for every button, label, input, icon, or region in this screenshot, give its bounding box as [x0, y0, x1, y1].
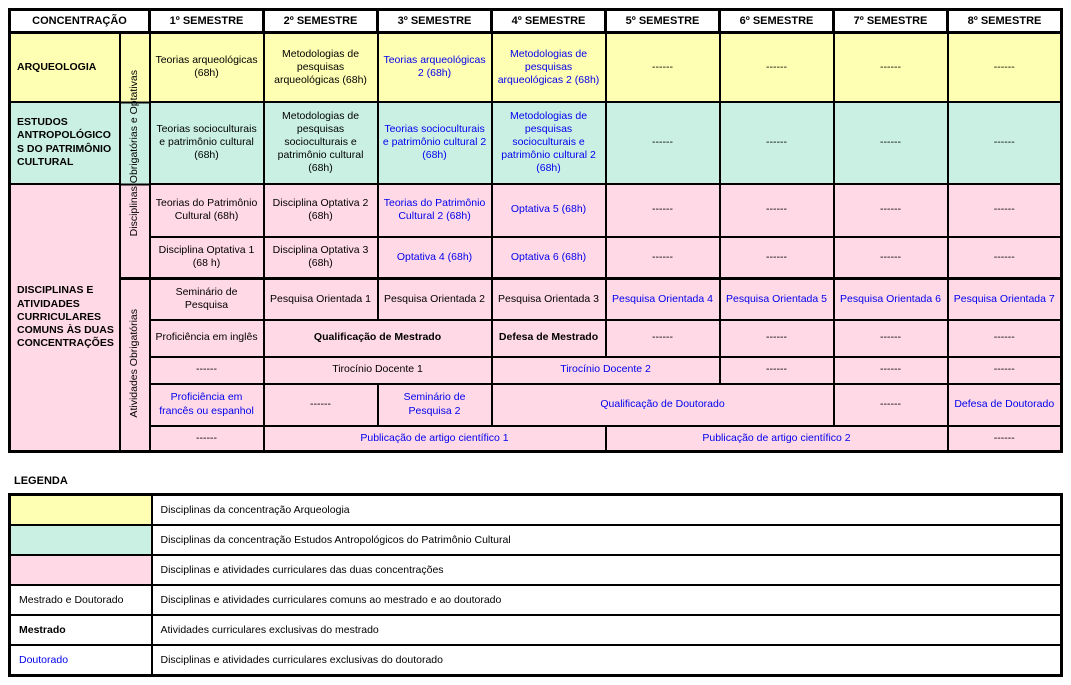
schedule-cell: Metodologias de pesquisas socioculturais e patrimônio cultural (68h) [264, 102, 378, 184]
schedule-cell: ------ [834, 33, 948, 102]
semester-header: 5º SEMESTRE [606, 10, 720, 33]
schedule-cell: Teorias socioculturais e patrimônio cultural (68h) [150, 102, 264, 184]
schedule-cell: ------ [720, 320, 834, 357]
semester-header: 8º SEMESTRE [948, 10, 1062, 33]
schedule-cell: ------ [606, 33, 720, 102]
schedule-cell: ------ [948, 102, 1062, 184]
schedule-row [10, 184, 1062, 237]
concentration-row-label: DISCIPLINAS E ATIVIDADES CURRICULARES COMUNS ÀS DUAS CONCENTRAÇÕES [10, 184, 120, 452]
schedule-cell: ------ [606, 237, 720, 279]
schedule-cell: Pesquisa Orientada 2 [378, 279, 492, 320]
schedule-cell: ------ [150, 426, 264, 452]
legend-label: Mestrado e Doutorado [10, 585, 152, 615]
schedule-cell: Pesquisa Orientada 7 [948, 279, 1062, 320]
schedule-cell: Optativa 6 (68h) [492, 237, 606, 279]
schedule-cell: Disciplina Optativa 1 (68 h) [150, 237, 264, 279]
schedule-cell: Teorias arqueológicas 2 (68h) [378, 33, 492, 102]
schedule-cell: Teorias do Patrimônio Cultural 2 (68h) [378, 184, 492, 237]
schedule-cell: Metodologias de pesquisas arqueológicas (68h) [264, 33, 378, 102]
schedule-cell: Pesquisa Orientada 6 [834, 279, 948, 320]
legend-desc: Disciplinas da concentração Estudos Antropológicos do Patrimônio Cultural [152, 525, 1062, 555]
schedule-cell: Teorias socioculturais e patrimônio cultural 2 (68h) [378, 102, 492, 184]
schedule-cell: ------ [834, 237, 948, 279]
schedule-cell: Optativa 4 (68h) [378, 237, 492, 279]
schedule-cell: Teorias do Patrimônio Cultural (68h) [150, 184, 264, 237]
schedule-row [10, 384, 1062, 426]
schedule-cell: ------ [948, 320, 1062, 357]
legend-desc: Disciplinas da concentração Arqueologia [152, 495, 1062, 526]
schedule-cell: ------ [834, 102, 948, 184]
schedule-cell: Pesquisa Orientada 5 [720, 279, 834, 320]
legend-swatch-yellow [10, 495, 152, 526]
legend-row [10, 585, 1062, 615]
schedule-cell: Pesquisa Orientada 1 [264, 279, 378, 320]
schedule-cell: Teorias arqueológicas (68h) [150, 33, 264, 102]
semester-header: 4º SEMESTRE [492, 10, 606, 33]
schedule-cell: ------ [150, 357, 264, 384]
schedule-cell: Disciplina Optativa 3 (68h) [264, 237, 378, 279]
schedule-cell: Proficiência em inglês [150, 320, 264, 357]
legend-label: Mestrado [10, 615, 152, 645]
legend-row [10, 555, 1062, 585]
schedule-row [10, 357, 1062, 384]
semester-header: 1º SEMESTRE [150, 10, 264, 33]
schedule-cell: ------ [834, 357, 948, 384]
schedule-cell: ------ [948, 357, 1062, 384]
schedule-cell: ------ [720, 102, 834, 184]
schedule-cell: Tirocínio Docente 2 [492, 357, 720, 384]
legend-swatch-teal [10, 525, 152, 555]
schedule-cell: ------ [948, 426, 1062, 452]
schedule-cell: Disciplina Optativa 2 (68h) [264, 184, 378, 237]
schedule-cell: ------ [834, 384, 948, 426]
semester-header: 2º SEMESTRE [264, 10, 378, 33]
schedule-cell: ------ [606, 184, 720, 237]
schedule-cell: ------ [606, 320, 720, 357]
concentration-row-label: ESTUDOS ANTROPOLÓGICOS DO PATRIMÔNIO CULTURAL [10, 102, 120, 184]
legend-label: Doutorado [10, 645, 152, 676]
schedule-row [10, 279, 1062, 320]
concentration-header: CONCENTRAÇÃO [10, 10, 150, 33]
concentration-row-label: ARQUEOLOGIA [10, 33, 120, 102]
header-row [10, 10, 1062, 33]
schedule-cell: Proficiência em francês ou espanhol [150, 384, 264, 426]
schedule-row [10, 33, 1062, 102]
legend-row [10, 615, 1062, 645]
schedule-cell: Qualificação de Mestrado [264, 320, 492, 357]
schedule-cell: Defesa de Doutorado [948, 384, 1062, 426]
schedule-cell: ------ [834, 320, 948, 357]
curriculum-table [8, 8, 1063, 453]
schedule-cell: Seminário de Pesquisa [150, 279, 264, 320]
semester-header: 6º SEMESTRE [720, 10, 834, 33]
schedule-cell: ------ [948, 184, 1062, 237]
schedule-cell: ------ [720, 33, 834, 102]
schedule-cell: ------ [264, 384, 378, 426]
legend-desc: Disciplinas e atividades curriculares exclusivas do doutorado [152, 645, 1062, 676]
group-label-text: Disciplinas Obrigatórias e Optativas [127, 70, 140, 237]
schedule-cell: Qualificação de Doutorado [492, 384, 834, 426]
schedule-cell: ------ [948, 33, 1062, 102]
schedule-cell: Defesa de Mestrado [492, 320, 606, 357]
schedule-row [10, 426, 1062, 452]
legend-swatch-pink [10, 555, 152, 585]
schedule-cell: Publicação de artigo científico 2 [606, 426, 948, 452]
schedule-row [10, 237, 1062, 279]
legend-desc: Atividades curriculares exclusivas do mestrado [152, 615, 1062, 645]
schedule-row [10, 102, 1062, 184]
schedule-cell: Metodologias de pesquisas arqueológicas 2 (68h) [492, 33, 606, 102]
schedule-cell: ------ [606, 102, 720, 184]
schedule-cell: ------ [834, 184, 948, 237]
legend-row [10, 495, 1062, 526]
schedule-cell: Optativa 5 (68h) [492, 184, 606, 237]
schedule-cell: Seminário de Pesquisa 2 [378, 384, 492, 426]
schedule-cell: Metodologias de pesquisas socioculturais e patrimônio cultural 2 (68h) [492, 102, 606, 184]
legend-title: LEGENDA [14, 475, 68, 487]
schedule-cell: Tirocínio Docente 1 [264, 357, 492, 384]
group-label-text: Atividades Obrigatórias [127, 308, 140, 418]
schedule-cell: Pesquisa Orientada 4 [606, 279, 720, 320]
schedule-row [10, 320, 1062, 357]
schedule-cell: Pesquisa Orientada 3 [492, 279, 606, 320]
schedule-cell: ------ [948, 237, 1062, 279]
legend-table [8, 493, 1063, 677]
semester-header: 7º SEMESTRE [834, 10, 948, 33]
schedule-cell: ------ [720, 237, 834, 279]
group-label-vertical [120, 279, 150, 452]
schedule-cell: ------ [720, 357, 834, 384]
semester-header: 3º SEMESTRE [378, 10, 492, 33]
legend-desc: Disciplinas e atividades curriculares comuns ao mestrado e ao doutorado [152, 585, 1062, 615]
schedule-cell: ------ [720, 184, 834, 237]
legend-row [10, 525, 1062, 555]
group-label-vertical [120, 33, 150, 279]
legend-row [10, 645, 1062, 676]
legend-desc: Disciplinas e atividades curriculares das duas concentrações [152, 555, 1062, 585]
schedule-cell: Publicação de artigo científico 1 [264, 426, 606, 452]
